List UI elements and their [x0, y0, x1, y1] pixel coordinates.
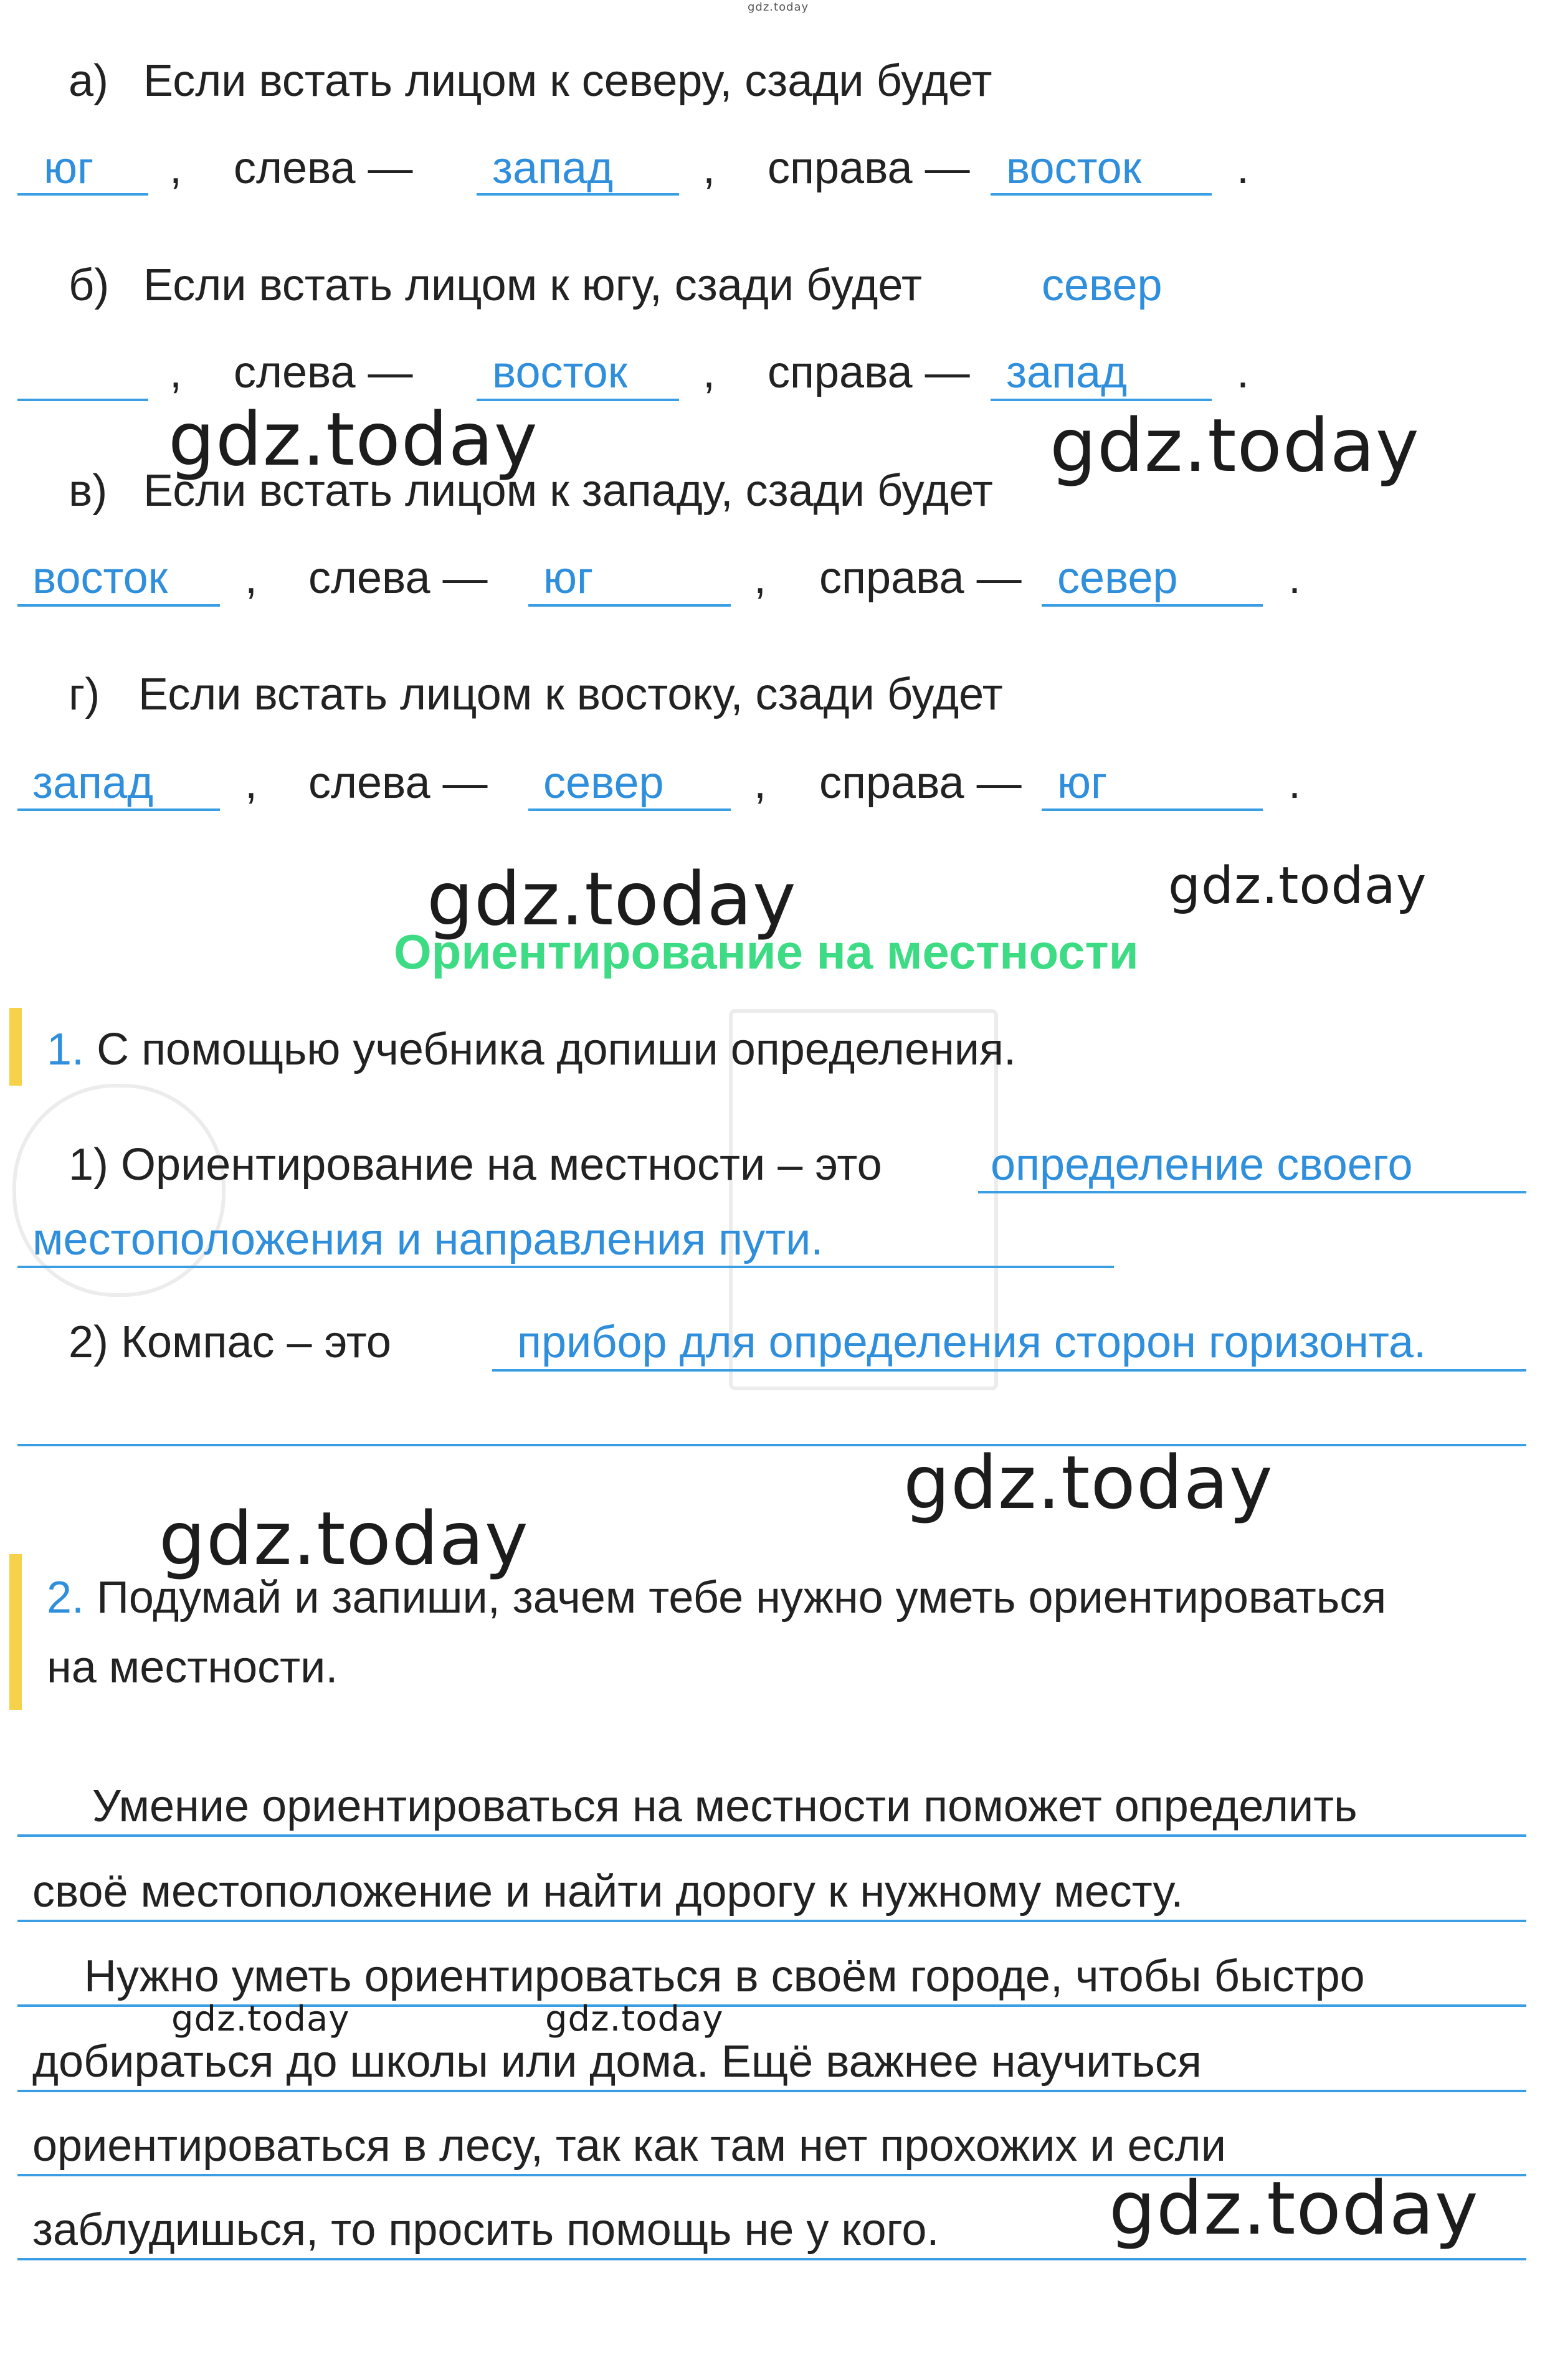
exercise-b-prefix: б) — [69, 260, 110, 310]
task1-header — [47, 1022, 1016, 1078]
watermark-top: gdz.today — [748, 1, 809, 14]
answer-line — [492, 1369, 1526, 1372]
exercise-a-right: восток — [1006, 143, 1142, 193]
exercise-v-right-label: справа — — [819, 553, 1022, 603]
exercise-g-left-label: слева — — [308, 758, 488, 808]
task1-text: С помощью учебника допиши определения. — [97, 1025, 1016, 1074]
answer-line — [17, 808, 220, 811]
exercise-g-left: север — [543, 758, 664, 808]
task2-text-line2: на местности. — [47, 1643, 338, 1692]
exercise-v-left-label: слева — — [308, 553, 488, 603]
exercise-b-left-label: слева — — [234, 348, 413, 397]
exercise-g-text: Если встать лицом к востоку, сзади будет — [138, 670, 1003, 719]
accent-bar — [9, 1008, 22, 1086]
section-title: Ориентирование на местности — [394, 924, 1139, 979]
exercise-b-right-label: справа — — [768, 348, 970, 397]
exercise-g-prefix: г) — [69, 670, 100, 719]
task2-header-line1 — [47, 1570, 1386, 1626]
task2-answer-line: заблудишься, то просить помощь не у кого. — [32, 2205, 939, 2255]
exercise-b-behind: север — [1042, 260, 1162, 310]
exercise-g-behind: запад — [32, 758, 154, 808]
answer-line — [17, 1444, 1526, 1446]
exercise-v-behind: восток — [32, 553, 168, 603]
watermark: gdz.today — [427, 856, 797, 942]
watermark: gdz.today — [1168, 856, 1427, 916]
exercise-v-prefix: в) — [69, 466, 108, 516]
answer-line — [17, 193, 148, 196]
answer-line — [17, 604, 220, 607]
answer-line — [17, 1834, 1526, 1837]
answer-line — [528, 808, 731, 811]
watermark: gdz.today — [545, 1999, 724, 2039]
comma: , — [754, 553, 767, 603]
task1-def1-label: 1) Ориентирование на местности – это — [69, 1140, 882, 1190]
task1-def2-answer: прибор для определения сторон горизонта. — [517, 1317, 1427, 1367]
task2-answer-line: ориентироваться в лесу, так как там нет прохожих и если — [32, 2121, 1226, 2171]
watermark: gdz.today — [168, 396, 538, 482]
period: . — [1237, 143, 1250, 193]
watermark: gdz.today — [1050, 402, 1420, 488]
watermark: gdz.today — [903, 1439, 1273, 1525]
exercise-a-right-label: справа — — [768, 143, 970, 193]
exercise-a-left: запад — [492, 143, 614, 193]
watermark: gdz.today — [1109, 2165, 1479, 2251]
answer-line — [528, 604, 731, 607]
exercise-a-text: Если встать лицом к северу, сзади будет — [143, 56, 992, 106]
answer-line — [1042, 604, 1263, 607]
comma: , — [169, 348, 183, 397]
task2-answer-line: добираться до школы или дома. Ещё важнее научиться — [32, 2037, 1202, 2087]
answer-line — [17, 2090, 1526, 2092]
task2-number: 2. — [47, 1573, 85, 1623]
comma: , — [245, 553, 258, 603]
watermark: gdz.today — [171, 1999, 350, 2039]
answer-line — [991, 399, 1212, 401]
exercise-a-behind: юг — [44, 143, 94, 193]
exercise-b-text: Если встать лицом к югу, сзади будет — [143, 260, 922, 310]
task1-def1-answer-line2: местоположения и направления пути. — [32, 1215, 824, 1264]
task2-answer-line: Умение ориентироваться на местности поможет определить — [92, 1781, 1357, 1831]
exercise-v-left: юг — [543, 553, 594, 603]
exercise-b-right: запад — [1006, 348, 1128, 397]
exercise-g-right-label: справа — — [819, 758, 1022, 808]
exercise-a-prefix: а) — [69, 56, 109, 106]
period: . — [1237, 348, 1250, 397]
period: . — [1288, 758, 1301, 808]
exercise-v-right: север — [1057, 553, 1178, 603]
comma: , — [169, 143, 183, 193]
answer-line — [991, 193, 1212, 196]
task1-def2-label: 2) Компас – это — [69, 1317, 391, 1367]
answer-line — [17, 399, 148, 401]
comma: , — [754, 758, 767, 808]
exercise-v-text: Если встать лицом к западу, сзади будет — [143, 466, 993, 516]
watermark: gdz.today — [159, 1496, 529, 1581]
comma: , — [703, 143, 716, 193]
answer-line — [1042, 808, 1263, 811]
task2-text-line1: Подумай и запиши, зачем тебе нужно уметь ориентироваться — [97, 1573, 1387, 1623]
answer-line — [17, 2258, 1526, 2260]
task2-answer-line: своё местоположение и найти дорогу к нужному месту. — [32, 1867, 1184, 1917]
answer-line — [17, 1266, 1114, 1268]
comma: , — [703, 348, 716, 397]
exercise-b-left: восток — [492, 348, 628, 397]
accent-bar — [9, 1554, 22, 1710]
task1-number: 1. — [47, 1025, 85, 1074]
exercise-g-right: юг — [1057, 758, 1108, 808]
answer-line — [978, 1191, 1526, 1193]
task1-def1-answer-line1: определение своего — [991, 1140, 1413, 1190]
exercise-a-left-label: слева — — [234, 143, 413, 193]
answer-line — [17, 1920, 1526, 1922]
task2-answer-line: Нужно уметь ориентироваться в своём городе, чтобы быстро — [84, 1951, 1365, 2001]
period: . — [1288, 553, 1301, 603]
answer-line — [477, 193, 679, 196]
comma: , — [245, 758, 258, 808]
